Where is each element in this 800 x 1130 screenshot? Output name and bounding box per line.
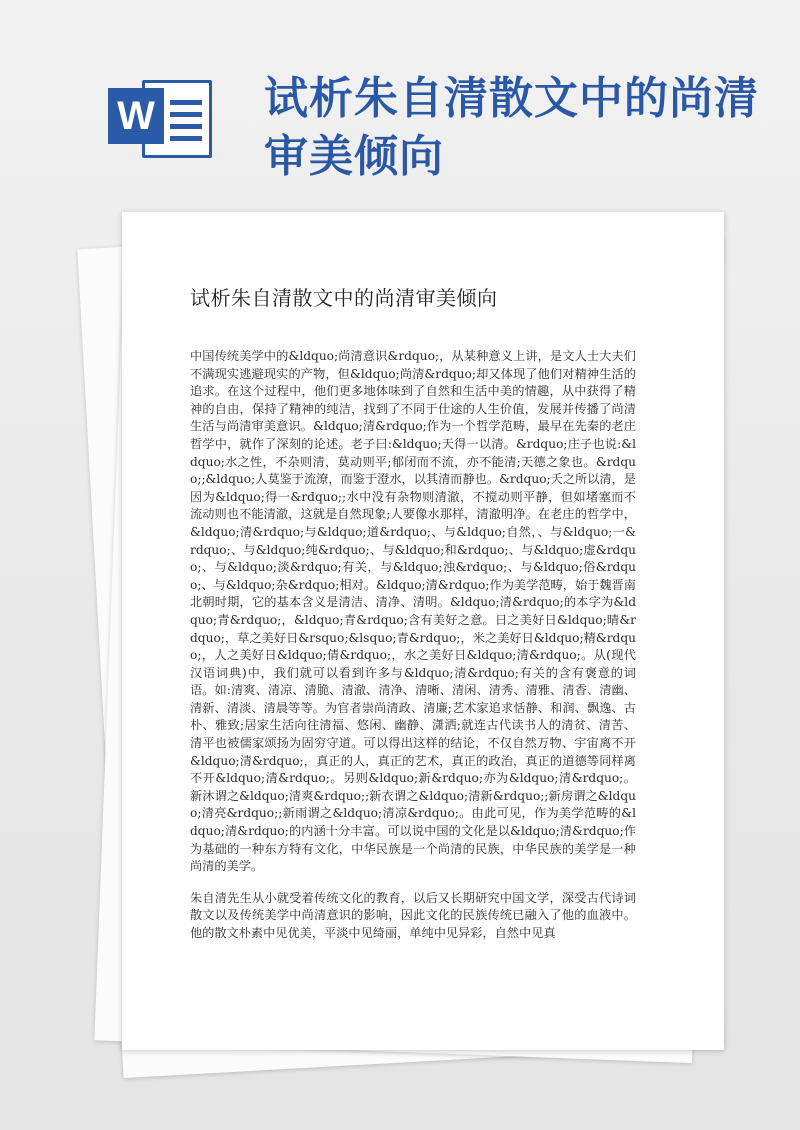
text-line-icon — [170, 124, 202, 129]
text-line-icon — [170, 100, 202, 105]
paragraph: 中国传统美学中的&ldquo;尚清意识&rdquo;，从某种意义上讲，是文人士大夫们不满现实逃避现实的产物，但&ldquo;尚清&rdquo;却又体现了他们对精神生活的追求。在这个过程中，他们更多地体味到了自然和生活中美的情趣，从中获得了精神的自由，保持了精神的纯洁，找到了不同于仕途的人生价值，发展并传播了尚清生活与尚清审美意识。&ldquo;清&rdquo;作为一个哲学范畴，最早在先秦的老庄哲学中，就作了深刻的论述。老子曰:&ldquo;天得一以清。&rdquo;庄子也说:&ldquo;水之性，不杂则清，莫动则平;郁闭而不流，亦不能清;天德之象也。&rdquo;;&ldquo;人莫鉴于流潦，而鉴于澄水，以其清而静也。&rdquo;夭之所以清，是因为&ldquo;得一&rdquo;;水中没有杂物则清澈，不搅动则平静，但如堵塞而不流动则也不能清澈，这就是自然现象;人要像水那样，清澈明净。在老庄的哲学中，&ldquo;清&rdquo;与&ldquo;道&rdquo;、与&ldquo;自然，、与&ldquo;一&rdquo;、与&ldquo;纯&rdquo;、与&ldquo;和&rdquo;、与&ldquo;虚&rdquo;、与&ldquo;淡&rdquo;有关，与&ldquo;浊&rdquo;、与&ldquo;俗&rdquo;、与&ldquo;杂&rdquo;相对。&ldquo;清&rdquo;作为美学范畴，始于魏晋南北朝时期，它的基本含义是清洁、清净、清明。&ldquo;清&rdquo;的本字为&ldquo;青&rdquo;，&ldquo;青&rdquo;含有美好之意。日之美好日&ldquo;晴&rdquo;，草之美好日&rsquo;&lsquo;青&rdquo;，米之美好日&ldquo;精&rdquo;，人之美好日&ldquo;倩&rdquo;，水之美好日&ldquo;清&rdquo;。从(现代汉语词典)中，我们就可以看到许多与&ldquo;清&rdquo;有关的含有褒意的词语。如:清爽、清凉、清脆、清澈、清净、清晰、清闲、清秀、清雅、清香、清幽、清新、清淡、清晨等等。为官者崇尚清政、清廉;艺术家追求恬静、和润、飘逸、古朴、雅致;居家生活向往清福、悠闲、幽静、潇洒;就连古代读书人的清贫、清苦、清平也被儒家颂扬为固穷守道。可以得出这样的结论，不仅自然万物、宇宙离不开&ldquo;清&rdquo;，真正的人，真正的艺术，真正的政治，真正的道德等同样离不开&ldquo;清&rdquo;。另则&ldquo;新&rdquo;亦为&ldquo;清&rdquo;。新沐谓之&ldquo;清爽&rdquo;;新衣谓之&ldquo;清新&rdquo;;新房谓之&ldquo;清亮&rdquo;;新雨谓之&ldquo;清凉&rdquo;。由此可见，作为美学范畴的&ldquo;清&rdquo;的内涵十分丰富。可以说中国的文化是以&ldquo;清&rdquo;作为基础的一种东方特有文化，中华民族是一个尚清的民族，中华民族的美学是一种尚清的美学。 — [190, 349, 636, 874]
document-title: 试析朱自清散文中的尚清审美倾向 — [190, 286, 498, 310]
document-body — [190, 348, 636, 957]
document-page — [122, 212, 724, 1050]
word-w-icon: W — [108, 88, 164, 144]
text-line-icon — [170, 136, 202, 141]
paragraph: 朱自清先生从小就受着传统文化的教育，以后又长期研究中国文学，深受古代诗词散文以及传统美学中尚清意识的影响，因此文化的民族传统已融入了他的血液中。他的散文朴素中见优美，平淡中见绮丽，单纯中见异彩，自然中见真 — [190, 890, 636, 940]
word-document-icon — [108, 74, 238, 164]
page-title: 试析朱自清散文中的尚清审美倾向 — [264, 73, 759, 182]
text-line-icon — [170, 112, 202, 117]
